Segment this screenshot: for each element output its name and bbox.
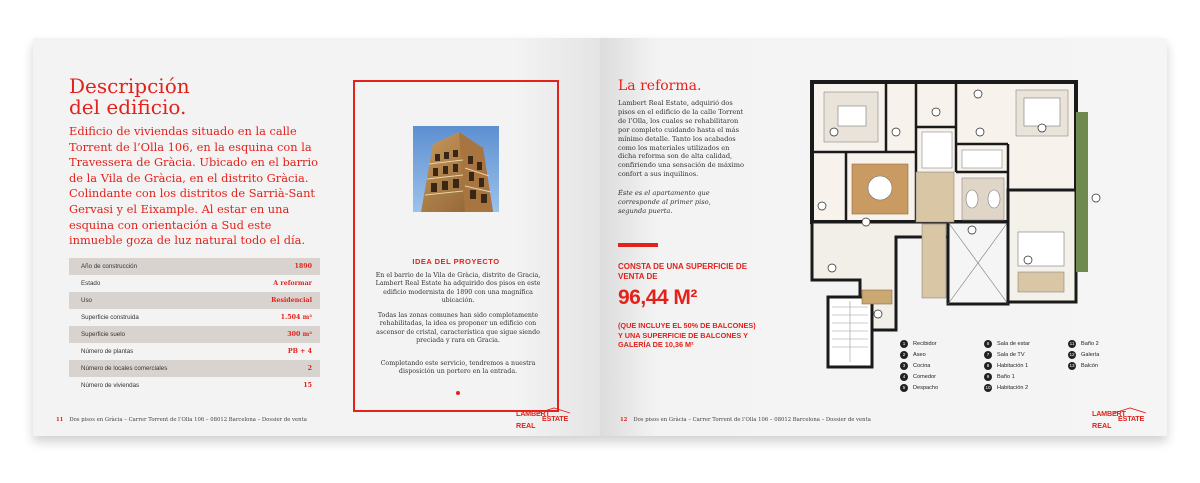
legend-number: 1 <box>900 340 908 348</box>
fact-row <box>69 258 320 275</box>
legend-label: Despacho <box>913 385 939 391</box>
left-page-description: Edificio de viviendas situado en la calle Torrent de l’Olla 106, en la esquina con la Travessera de Gràcia. Ubicado en el barrio de la Vila de Gràcia, en el distrito Gràcia. Colindante con los distritos de Sarrià-Sant Gervasi y el Eixample. Al estar en una esquina con orientación a Sud este inmueble goza de luz natural todo el día. <box>69 124 318 248</box>
building-facts-table <box>69 258 320 394</box>
fact-value: 300 m² <box>287 331 312 338</box>
lambert-logo <box>1092 407 1148 431</box>
legend-label: Comedor <box>913 374 937 380</box>
fact-value: 1.504 m² <box>280 314 312 321</box>
legend-label: Galería <box>1081 352 1100 358</box>
legend-item <box>1068 362 1098 370</box>
project-paragraph-1: En el barrio de la Vila de Gràcia, distrito de Gracia, Lambert Real Estate ha adquirido dos pisos en este edificio modernista de 1890 con una magnífica ubicación. <box>375 272 541 305</box>
fact-value: A reformar <box>273 280 312 287</box>
right-page <box>600 38 1167 436</box>
fact-row <box>69 343 320 360</box>
legend-number: 7 <box>984 351 992 359</box>
left-page-title <box>69 76 190 118</box>
legend-label: Habitación 1 <box>997 363 1029 369</box>
building-photo <box>413 126 499 212</box>
legend-number: 9 <box>984 373 992 381</box>
legend-item <box>900 340 937 348</box>
legend-number: 6 <box>984 340 992 348</box>
legend-number: 5 <box>900 384 908 392</box>
left-page <box>33 38 600 436</box>
legend-label: Cocina <box>913 363 931 369</box>
project-paragraph-3: Completando este servicio, tendremos a nuestra disposición un portero en la entrada. <box>380 360 536 376</box>
fact-label: Estado <box>81 280 101 287</box>
right-footer <box>620 417 871 423</box>
footer-text: Dos pisos en Gràcia – Carrer Torrent de l’Olla 106 – 08012 Barcelona – Dossier de venta <box>69 417 307 423</box>
floor-plan <box>766 72 1132 372</box>
fact-label: Uso <box>81 297 93 304</box>
legend-item <box>984 362 1028 370</box>
legend-item <box>984 384 1028 392</box>
logo-word-1: LAMBERT <box>1092 409 1126 418</box>
footer-text: Dos pisos en Gràcia – Carrer Torrent de l’Olla 106 – 08012 Barcelona – Dossier de venta <box>633 417 871 423</box>
surface-value: 96,44 M² <box>618 286 697 309</box>
legend-item <box>1068 340 1099 348</box>
fact-label: Superficie suelo <box>81 331 126 338</box>
fact-row <box>69 275 320 292</box>
left-footer <box>56 417 307 423</box>
legend-item <box>984 340 1030 348</box>
legend-number: 11 <box>1069 341 1075 346</box>
logo-word-2: REAL <box>1092 421 1112 430</box>
legend-item <box>1068 351 1099 359</box>
legend-number: 2 <box>900 351 908 359</box>
legend-number: 12 <box>1069 352 1075 357</box>
surface-label: CONSTA DE UNA SUPERFICIE DE VENTA DE <box>618 262 748 281</box>
surface-note: (QUE INCLUYE EL 50% DE BALCONES) Y UNA SUPERFICIE DE BALCONES Y GALERÍA DE 10,36 M² <box>618 321 756 350</box>
project-paragraph-2: Todas las zonas comunes han sido completamente rehabilitadas, la idea es proponer un edificio con ascensor de cristal, característica que sigue siendo preciada y rara en Gracia. <box>376 312 540 345</box>
logo-word-2: REAL <box>516 421 536 430</box>
legend-label: Baño 2 <box>1081 341 1099 347</box>
fact-row <box>69 326 320 343</box>
legend-label: Balcón <box>1081 363 1099 369</box>
fact-row <box>69 360 320 377</box>
floor-plan-legend <box>900 340 1120 400</box>
fact-row <box>69 292 320 309</box>
red-rule <box>618 243 658 247</box>
fact-label: Número de locales comerciales <box>81 365 168 372</box>
lambert-logo <box>516 407 572 431</box>
legend-item <box>900 351 926 359</box>
fact-row <box>69 377 320 394</box>
right-page-title: La reforma. <box>618 78 702 94</box>
logo-word-3: ESTATE <box>542 414 569 423</box>
fact-value: Residencial <box>271 297 312 304</box>
page-number: 12 <box>620 417 628 423</box>
legend-number: 13 <box>1069 363 1075 368</box>
page-number: 11 <box>56 417 64 423</box>
legend-item <box>900 384 938 392</box>
project-idea-title: IDEA DEL PROYECTO <box>412 257 500 266</box>
legend-label: Sala de TV <box>997 352 1025 358</box>
logo-word-3: ESTATE <box>1118 414 1145 423</box>
fact-row <box>69 309 320 326</box>
fact-label: Número de viviendas <box>81 382 140 389</box>
logo-word-1: LAMBERT <box>516 409 550 418</box>
project-idea-box <box>353 80 559 412</box>
title-line-1: Descripción <box>69 74 190 98</box>
title-line-2: del edificio. <box>69 95 187 119</box>
fact-value: 1890 <box>294 263 312 270</box>
fact-label: Superficie construida <box>81 314 139 321</box>
legend-label: Habitación 2 <box>997 385 1029 391</box>
building-photo-image <box>413 126 499 212</box>
legend-item <box>900 362 930 370</box>
legend-label: Baño 1 <box>997 374 1015 380</box>
legend-number: 8 <box>984 362 992 370</box>
fact-value: 15 <box>303 382 312 389</box>
legend-item <box>900 373 936 381</box>
legend-number: 4 <box>900 373 908 381</box>
plan-balcony-plants <box>1076 112 1088 272</box>
legend-number: 10 <box>985 385 991 390</box>
legend-label: Sala de estar <box>997 341 1030 347</box>
legend-item <box>984 351 1025 359</box>
decorative-dot <box>456 391 460 395</box>
legend-item <box>984 373 1015 381</box>
legend-label: Aseo <box>913 352 926 358</box>
apartment-note: Éste es el apartamento que corresponde al primer piso, segunda puerta. <box>618 189 711 215</box>
legend-number: 3 <box>900 362 908 370</box>
legend-label: Recibidor <box>913 341 937 347</box>
fact-label: Número de plantas <box>81 348 134 355</box>
reform-description: Lambert Real Estate, adquirió dos pisos en el edificio de la calle Torrent de l’Olla, los cuales se rehabilitaron por completo cuidando hasta el más mínimo detalle. Tanto los acabados como los materiales utilizados en dicha reforma son de alta calidad, confiriendo una sensación de máximo confort a sus inquilinos. <box>618 99 744 179</box>
brochure-spread <box>33 38 1167 436</box>
fact-value: PB + 4 <box>287 348 312 355</box>
fact-value: 2 <box>307 365 312 372</box>
fact-label: Año de construcción <box>81 263 138 270</box>
